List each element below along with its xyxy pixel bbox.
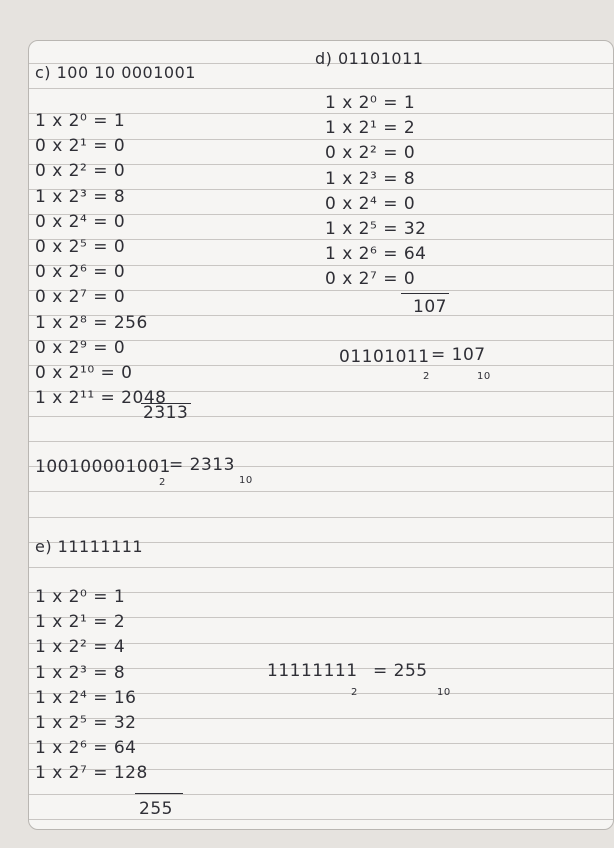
- part-d-total: 107: [413, 297, 447, 317]
- part-e-result-binary: 11111111: [267, 661, 358, 681]
- part-e-total: 255: [139, 799, 173, 819]
- part-c-line: 1 x 2⁸ = 256: [35, 312, 148, 333]
- part-d-line: 1 x 2⁵ = 32: [325, 219, 427, 239]
- part-e-line: 1 x 2⁵ = 32: [35, 713, 137, 733]
- part-c-line: 0 x 2² = 0: [35, 161, 126, 182]
- part-c-line: 0 x 2¹⁰ = 0: [35, 363, 133, 383]
- part-d-line: 0 x 2⁷ = 0: [325, 269, 416, 290]
- part-d-line: 0 x 2² = 0: [325, 143, 416, 164]
- ruled-line: [29, 88, 613, 89]
- part-e-result-base2: 2: [351, 687, 358, 698]
- part-e-line: 1 x 2⁰ = 1: [35, 587, 126, 607]
- part-c-result-base10: 10: [239, 475, 253, 486]
- part-c-line: 0 x 2⁴ = 0: [35, 211, 126, 232]
- part-e-line: 1 x 2² = 4: [35, 637, 126, 658]
- ruled-line: [29, 819, 613, 820]
- part-e-line: 1 x 2⁶ = 64: [35, 738, 137, 759]
- part-c-line: 0 x 2⁷ = 0: [35, 287, 126, 308]
- part-e-result-decimal: = 255: [373, 661, 428, 681]
- part-c-result-base2: 2: [159, 477, 166, 488]
- ruled-line: [29, 517, 613, 518]
- part-c-result-decimal: = 2313: [169, 455, 235, 475]
- ruled-line: [29, 416, 613, 417]
- part-d-heading: d) 01101011: [315, 49, 424, 68]
- part-d-line: 1 x 2¹ = 2: [325, 118, 416, 139]
- notebook-page: [28, 40, 614, 830]
- part-e-line: 1 x 2⁴ = 16: [35, 687, 137, 708]
- ruled-line: [29, 567, 613, 568]
- part-c-line: 0 x 2¹ = 0: [35, 136, 126, 157]
- part-c-line: 1 x 2¹¹ = 2048: [35, 388, 167, 409]
- part-c-result-binary: 100100001001: [35, 457, 171, 477]
- part-d-line: 1 x 2⁰ = 1: [325, 93, 416, 113]
- part-e-line: 1 x 2¹ = 2: [35, 612, 126, 633]
- part-c-total: 2313: [143, 403, 189, 423]
- part-d-line: 1 x 2⁶ = 64: [325, 244, 427, 265]
- ruled-line: [29, 491, 613, 492]
- part-d-line: 1 x 2³ = 8: [325, 168, 416, 189]
- part-c-line: 0 x 2⁶ = 0: [35, 262, 126, 283]
- part-e-sum-line: [135, 793, 183, 794]
- part-d-result-decimal: = 107: [431, 345, 486, 365]
- part-e-line: 1 x 2³ = 8: [35, 662, 126, 683]
- part-c-line: 0 x 2⁹ = 0: [35, 337, 126, 358]
- part-c-line: 1 x 2⁰ = 1: [35, 111, 126, 131]
- ruled-line: [29, 441, 613, 442]
- part-c-heading: c) 100 10 0001001: [35, 63, 196, 82]
- part-d-result-binary: 01101011: [339, 347, 430, 367]
- part-c-line: 0 x 2⁵ = 0: [35, 237, 126, 257]
- part-d-result-base10: 10: [477, 371, 491, 382]
- part-e-heading: e) 11111111: [35, 537, 144, 556]
- part-e-line: 1 x 2⁷ = 128: [35, 763, 148, 784]
- part-e-result-base10: 10: [437, 687, 451, 698]
- ruled-line: [29, 794, 613, 795]
- part-d-result-base2: 2: [423, 371, 430, 382]
- part-d-line: 0 x 2⁴ = 0: [325, 193, 416, 214]
- part-d-sum-line: [401, 293, 449, 294]
- part-c-line: 1 x 2³ = 8: [35, 186, 126, 207]
